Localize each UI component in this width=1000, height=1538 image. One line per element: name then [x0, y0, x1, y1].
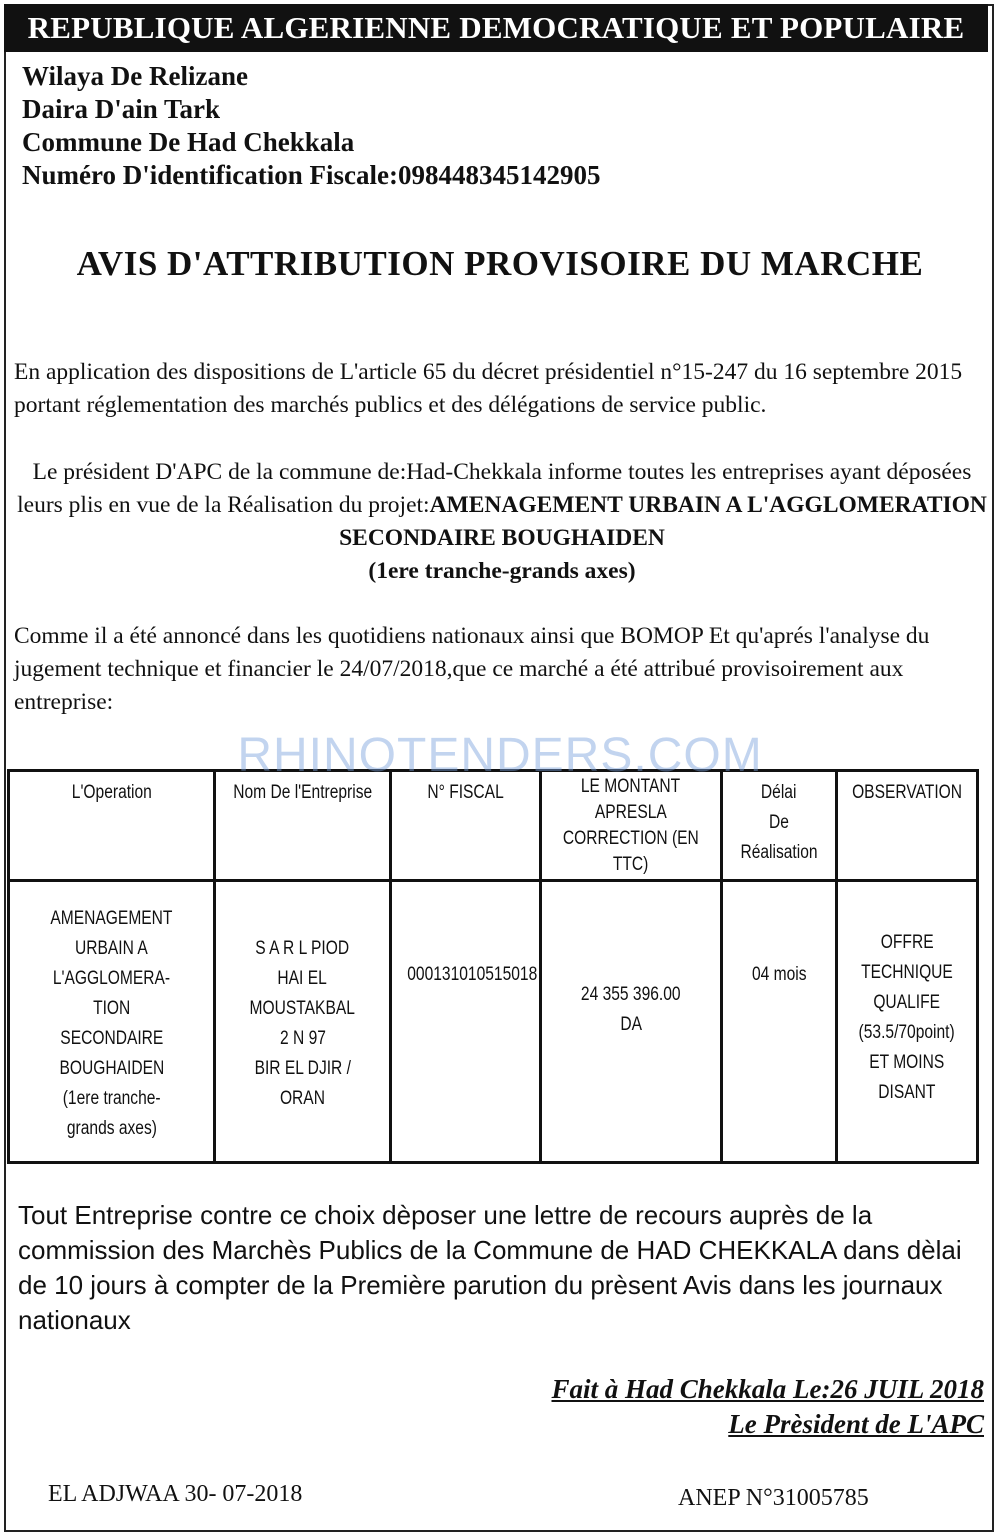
header-observation: OBSERVATION [837, 771, 978, 881]
header-entreprise: Nom De l'Entreprise [215, 771, 391, 881]
appeal-paragraph: Tout Entreprise contre ce choix dèposer une lettre de recours auprès de la commission des Marchès Publics de la Commune de HAD CHEKKALA dans dèlai de 10 jours à compter de la Première parution du prèsent Avis dans les journaux nationaux [18, 1200, 962, 1335]
header-operation: L'Operation [9, 771, 215, 881]
cell-fiscal: 000131010515018 [391, 881, 541, 1163]
project-name: AMENAGEMENT URBAIN A L'AGGLOMERATION SECONDAIRE BOUGHAIDEN [339, 492, 987, 551]
fiscal-id-line: Numéro D'identification Fiscale:098448345142905 [22, 160, 601, 190]
footer-anep: ANEP N°31005785 [678, 1485, 869, 1511]
wilaya-line: Wilaya De Relizane [22, 61, 248, 91]
issuer-header [22, 60, 600, 192]
header-montant: LE MONTANT APRESLA CORRECTION (EN TTC) [541, 771, 722, 881]
cell-observation: OFFRE TECHNIQUE QUALIFE (53.5/70point) ET MOINS DISANT [837, 881, 978, 1163]
watermark: RHINOTENDERS.COM [237, 729, 763, 782]
signature-block [552, 1372, 985, 1442]
cell-operation: AMENAGEMENT URBAIN A L'AGGLOMERA- TION SECONDAIRE BOUGHAIDEN (1ere tranche- grands axes) [9, 881, 215, 1163]
table-row [9, 881, 978, 1163]
project-tranche: (1ere tranche-grands axes) [368, 558, 636, 584]
cell-montant: 24 355 396.00 DA [541, 881, 722, 1163]
table-header-row [9, 771, 978, 881]
project-paragraph [14, 456, 990, 588]
daira-line: Daira D'ain Tark [22, 94, 221, 124]
signature-place-date: Fait à Had Chekkala Le:26 JUIL 2018 [551, 1374, 984, 1404]
footer-publication: EL ADJWAA 30- 07-2018 [48, 1481, 303, 1507]
notice-title: AVIS D'ATTRIBUTION PROVISOIRE DU MARCHE [76, 244, 924, 283]
header-fiscal: N° FISCAL [391, 771, 541, 881]
cell-entreprise: S A R L PIOD HAI EL MOUSTAKBAL 2 N 97 BIR EL DJIR / ORAN [215, 881, 391, 1163]
cell-delai: 04 mois [722, 881, 837, 1163]
award-paragraph: Comme il a été annoncé dans les quotidiens nationaux ainsi que BOMOP Et qu'aprés l'analyse du jugement technique et financier le 24/07/2018,que ce marché a été attribué provisoirement aux entreprise: [14, 623, 930, 715]
signature-role: Le Prèsident de L'APC [728, 1409, 984, 1439]
commune-line: Commune De Had Chekkala [22, 127, 355, 157]
award-table [7, 769, 979, 1164]
header-delai: Délai De Réalisation [722, 771, 837, 881]
legal-basis-paragraph: En application des dispositions de L'article 65 du décret présidentiel n°15-247 du 16 septembre 2015 portant réglementation des marchés publics et des délégations de service public. [14, 359, 963, 418]
project-intro-text: Le président D'APC de la commune de:Had-Chekkala informe toutes les entreprises ayant déposées leurs plis en vue de la Réalisation du projet: [17, 459, 972, 518]
republic-banner: REPUBLIQUE ALGERIENNE DEMOCRATIQUE ET POPULAIRE [4, 4, 988, 52]
